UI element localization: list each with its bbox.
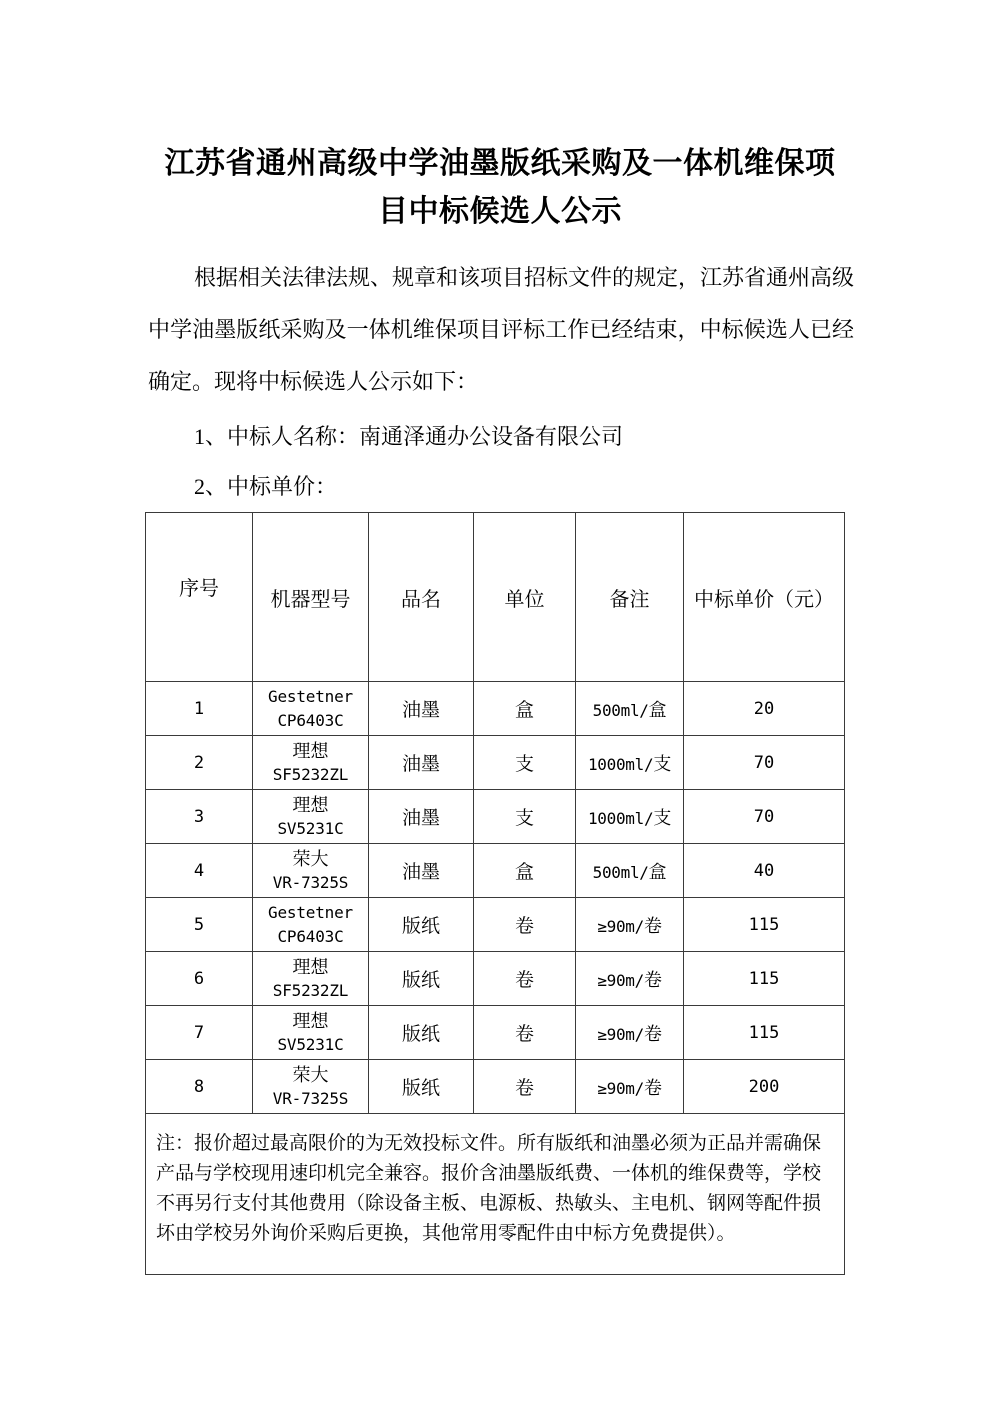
model-brand: 理想: [292, 794, 329, 815]
remark-unit: 卷: [643, 1077, 662, 1098]
table-row: [146, 952, 845, 1006]
cell-seq: 6: [146, 952, 253, 1006]
remark-value: ≥90m/: [597, 1078, 644, 1098]
model-code: VR-7325S: [272, 1088, 349, 1108]
model-code: CP6403C: [277, 710, 344, 730]
model-brand: 理想: [292, 956, 329, 977]
remark-unit: 支: [653, 753, 672, 774]
remark-unit: 卷: [643, 1023, 662, 1044]
model-code: SF5232ZL: [272, 764, 349, 784]
cell-seq: 3: [146, 790, 253, 844]
remark-value: ≥90m/: [597, 1024, 644, 1044]
model-code: SV5231C: [277, 1034, 344, 1054]
cell-product: 油墨: [369, 736, 474, 790]
model-brand: 荣大: [292, 848, 329, 869]
cell-price: 40: [684, 844, 845, 898]
cell-seq: 7: [146, 1006, 253, 1060]
table-header-product: 品名: [369, 513, 474, 682]
table-row: [146, 844, 845, 898]
cell-unit: 卷: [474, 898, 576, 952]
model-code: CP6403C: [277, 926, 344, 946]
cell-unit: 支: [474, 790, 576, 844]
cell-seq: 1: [146, 682, 253, 736]
remark-unit: 盒: [648, 861, 667, 882]
cell-unit: 支: [474, 736, 576, 790]
model-brand: Gestetner: [268, 686, 353, 706]
cell-seq: 2: [146, 736, 253, 790]
cell-model: [253, 682, 369, 736]
cell-model: [253, 1060, 369, 1114]
cell-remark: [576, 736, 684, 790]
model-brand: Gestetner: [268, 902, 353, 922]
table-header-model: 机器型号: [253, 513, 369, 682]
table-header-unit: 单位: [474, 513, 576, 682]
model-brand: 理想: [292, 1010, 329, 1031]
remark-value: 500ml/: [592, 862, 649, 882]
table-note: 注：报价超过最高限价的为无效投标文件。所有版纸和油墨必须为正品并需确保产品与学校现用速印机完全兼容。报价含油墨版纸费、一体机的维保费等，学校不再另行支付其他费用（除设备主板、电源板、热敏头、主电机、钢网等配件损坏由学校另外询价采购后更换，其他常用零配件由中标方免费提供）。: [146, 1114, 845, 1275]
table-row: [146, 682, 845, 736]
remark-value: ≥90m/: [597, 970, 644, 990]
table-row: [146, 898, 845, 952]
cell-seq: 5: [146, 898, 253, 952]
cell-price: 115: [684, 898, 845, 952]
cell-price: 200: [684, 1060, 845, 1114]
table-header-price: 中标单价（元）: [684, 513, 845, 682]
cell-unit: 卷: [474, 952, 576, 1006]
model-code: SV5231C: [277, 818, 344, 838]
table-note-row: [146, 1114, 845, 1275]
table-row: [146, 790, 845, 844]
cell-price: 70: [684, 790, 845, 844]
cell-model: [253, 898, 369, 952]
cell-model: [253, 952, 369, 1006]
list-item-winner-name: 1、中标人名称：南通泽通办公设备有限公司: [194, 424, 624, 449]
body-paragraph: 根据相关法律法规、规章和该项目招标文件的规定，江苏省通州高级中学油墨版纸采购及一体机维保项目评标工作已经结束，中标候选人已经确定。现将中标候选人公示如下：: [148, 265, 855, 394]
cell-remark: [576, 1006, 684, 1060]
table-header-seq: 序号: [146, 513, 253, 682]
cell-remark: [576, 844, 684, 898]
cell-price: 20: [684, 682, 845, 736]
remark-value: 500ml/: [592, 700, 649, 720]
remark-unit: 盒: [648, 699, 667, 720]
table-row: [146, 1060, 845, 1114]
table-header-remark: 备注: [576, 513, 684, 682]
cell-remark: [576, 1060, 684, 1114]
model-code: SF5232ZL: [272, 980, 349, 1000]
page-title: 江苏省通州高级中学油墨版纸采购及一体机维保项目中标候选人公示: [164, 147, 836, 228]
cell-product: 油墨: [369, 682, 474, 736]
cell-remark: [576, 790, 684, 844]
cell-product: 版纸: [369, 898, 474, 952]
cell-model: [253, 1006, 369, 1060]
remark-unit: 支: [653, 807, 672, 828]
cell-price: 115: [684, 952, 845, 1006]
cell-model: [253, 844, 369, 898]
cell-remark: [576, 682, 684, 736]
remark-unit: 卷: [643, 969, 662, 990]
remark-value: 1000ml/: [587, 754, 654, 774]
cell-unit: 盒: [474, 682, 576, 736]
winning-price-table: [145, 512, 845, 1275]
list-item-winning-price: 2、中标单价：: [194, 474, 338, 499]
cell-unit: 卷: [474, 1006, 576, 1060]
table-row: [146, 1006, 845, 1060]
cell-unit: 卷: [474, 1060, 576, 1114]
remark-value: ≥90m/: [597, 916, 644, 936]
table-row: [146, 736, 845, 790]
cell-product: 版纸: [369, 1006, 474, 1060]
cell-product: 油墨: [369, 844, 474, 898]
cell-remark: [576, 898, 684, 952]
cell-seq: 8: [146, 1060, 253, 1114]
remark-unit: 卷: [643, 915, 662, 936]
model-brand: 理想: [292, 740, 329, 761]
cell-product: 油墨: [369, 790, 474, 844]
cell-remark: [576, 952, 684, 1006]
remark-value: 1000ml/: [587, 808, 654, 828]
cell-product: 版纸: [369, 952, 474, 1006]
cell-seq: 4: [146, 844, 253, 898]
cell-price: 70: [684, 736, 845, 790]
cell-model: [253, 736, 369, 790]
model-code: VR-7325S: [272, 872, 349, 892]
table-header-row: [146, 513, 845, 682]
model-brand: 荣大: [292, 1064, 329, 1085]
cell-product: 版纸: [369, 1060, 474, 1114]
cell-unit: 盒: [474, 844, 576, 898]
cell-model: [253, 790, 369, 844]
cell-price: 115: [684, 1006, 845, 1060]
